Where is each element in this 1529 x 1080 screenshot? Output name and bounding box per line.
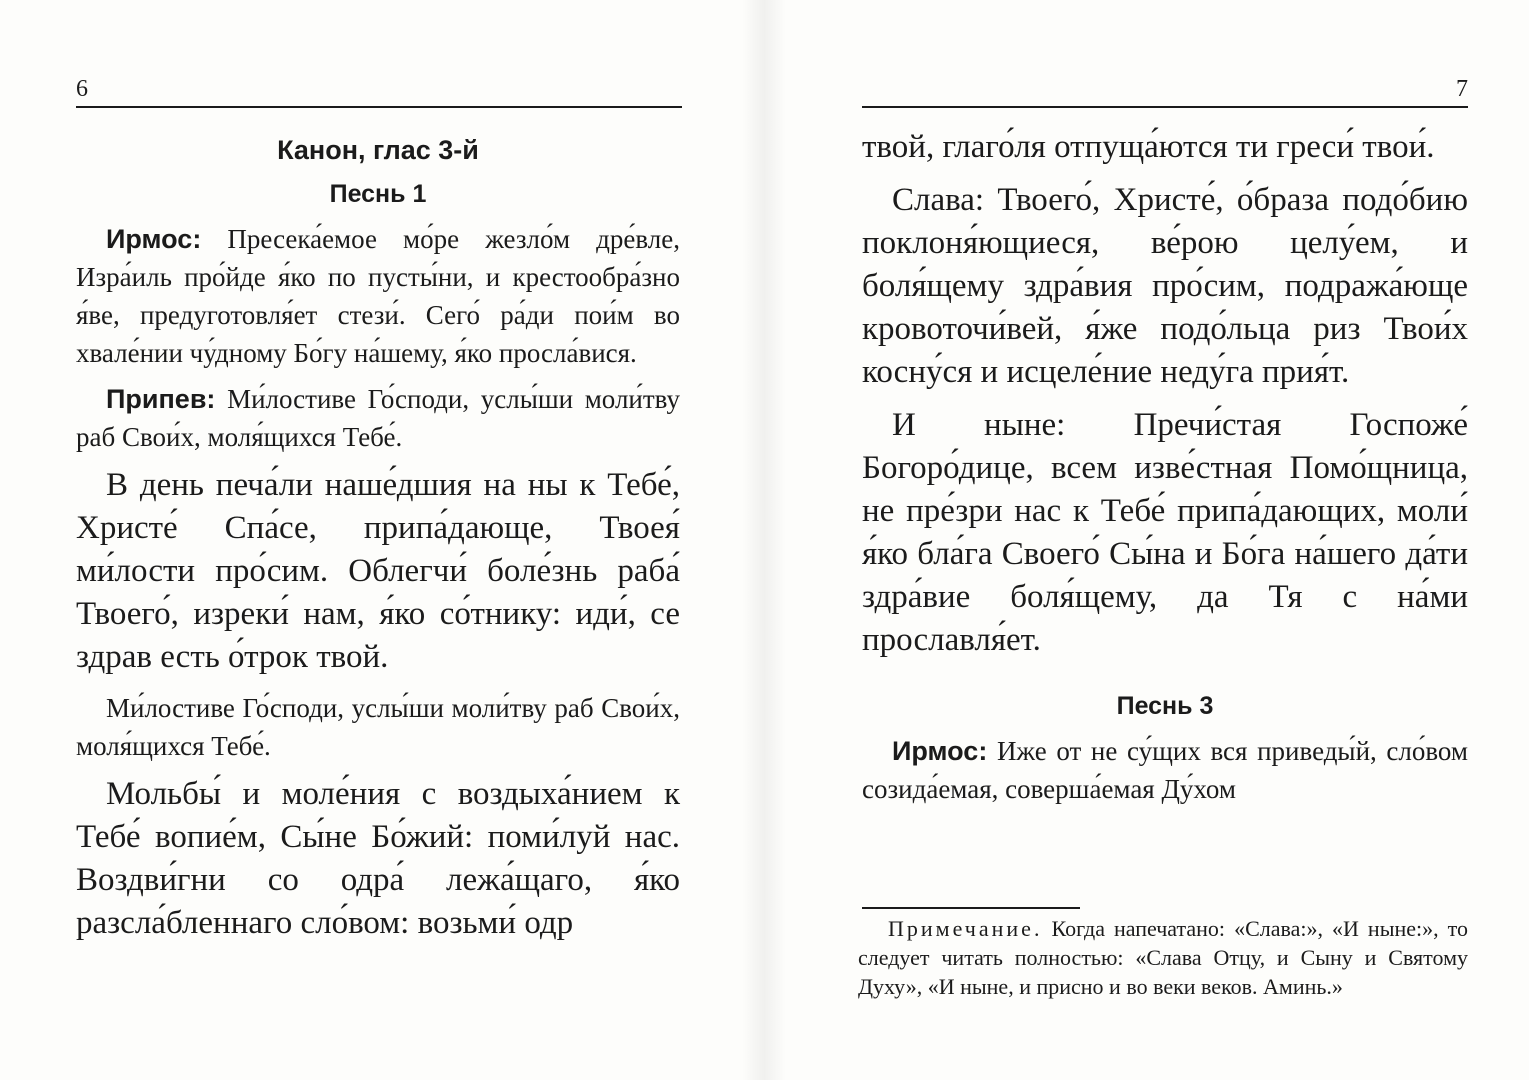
refrain-label: Припев: bbox=[106, 384, 216, 414]
troparion-1: В день печа́ли наше́дшия на ны к Тебе́, Христе́ Спа́се, припа́дающе, Твоея́ ми́лости про́сим. Облегчи́ боле́знь раба́ Твоего́, изреки́ нам, я́ко со́тнику: иди́, се здрав есть о́трок твой. bbox=[76, 467, 680, 675]
footnote-label: Примечание. bbox=[888, 916, 1043, 941]
left-page-text bbox=[76, 126, 680, 955]
irmos-3-text: Иже от не су́щих вся приведы́й, сло́вом созида́емая, соверша́емая Ду́хом bbox=[862, 736, 1468, 804]
footnote-rule bbox=[862, 907, 1080, 909]
irmos-1-text: Пресека́емое мо́ре жезло́м дре́вле, Изра́иль про́йде я́ко по пусты́ни, и крестообра́зно я́ве, предуготовля́ет стези́. Сего́ ра́ди пои́м во хвале́нии чу́дному Бо́гу на́шему, я́ко просла́вися. bbox=[76, 224, 680, 368]
continuation-paragraph: твой, глаго́ля отпуща́ются ти греси́ твои́. bbox=[862, 129, 1435, 165]
footnote bbox=[858, 914, 1468, 1001]
irmos-3-paragraph bbox=[862, 732, 1468, 808]
irmos-3-label: Ирмос: bbox=[892, 736, 988, 766]
left-page-number: 6 bbox=[76, 76, 88, 102]
right-page-number: 7 bbox=[1456, 76, 1468, 102]
irmos-label: Ирмос: bbox=[106, 224, 202, 254]
refrain-paragraph bbox=[76, 380, 680, 456]
song-3-title: Песнь 3 bbox=[1116, 692, 1214, 720]
troparion-2: Мольбы́ и моле́ния с воздыха́нием к Тебе́ вопие́м, Сы́не Бо́жий: поми́луй нас. Воздви́гни со одра́ лежа́щаго, я́ко разсла́бленнаго сло́вом: возьми́ одр bbox=[76, 776, 680, 941]
and-now-paragraph: И ныне: Пречи́стая Госпоже́ Богоро́дице, всем изве́стная Помо́щница, не пре́зри нас к Тебе́ припа́дающих, моли́ я́ко бла́га Своего́ Сы́на и Бо́га на́шего да́ти здра́вие боля́щему, да Тя с на́ми прославля́ет. bbox=[862, 407, 1468, 658]
right-header-rule bbox=[862, 106, 1468, 108]
left-header-rule bbox=[76, 106, 682, 108]
refrain-text: Ми́лостиве Го́споди, услы́ши моли́тву раб Свои́х, моля́щихся Тебе́. bbox=[76, 384, 680, 452]
irmos-1-paragraph bbox=[76, 220, 680, 372]
glory-paragraph: Слава: Твоего́, Христе́, о́браза подо́бию поклоня́ющиеся, ве́рою целу́ем, и боля́щему здра́вия про́сим, подража́юще кровоточи́вей, я́же подо́льца риз Твои́х косну́ся и исцеле́ние неду́га прия́т. bbox=[862, 182, 1468, 390]
right-page-text bbox=[862, 126, 1468, 816]
canon-title: Канон, глас 3-й bbox=[277, 135, 479, 165]
footnote-text: Когда напечатано: «Слава:», «И ныне:», то следует читать полностью: «Слава Отцу, и Сыну и Святому Духу», «И ныне, и присно и во веки веков. Аминь.» bbox=[858, 916, 1468, 999]
song-1-title: Песнь 1 bbox=[329, 180, 427, 208]
refrain-repeat: Ми́лостиве Го́споди, услы́ши моли́тву раб Свои́х, моля́щихся Тебе́. bbox=[76, 693, 680, 761]
